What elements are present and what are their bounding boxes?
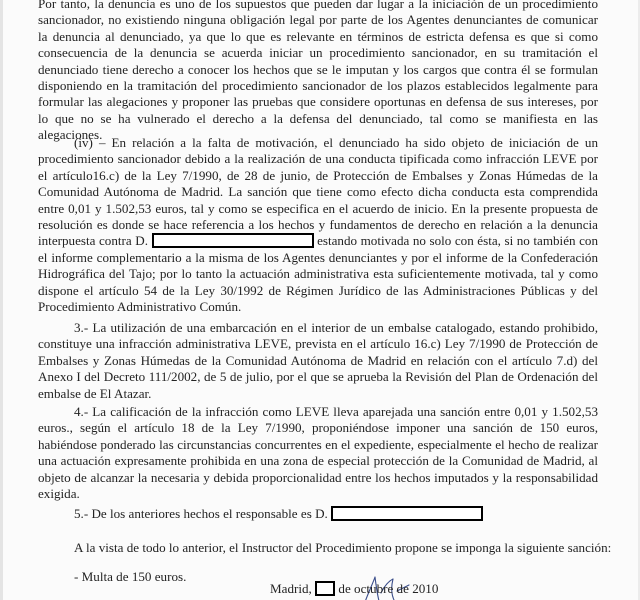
paragraph-responsable-text: 5.- De los anteriores hechos el responsable es D. xyxy=(74,506,328,521)
paragraph-motivacion-text-after: estando motivada no solo con ésta, si no también con el informe complementario a la misma de los Agentes denunciantes y por el informe de la Confederación Hidrográfica del Tajo; por lo tanto la actuación administrativa esta suficientemente motivada, tal y como dispone el artículo 54 de la Ley 30/1992 de Régimen Jurídico de las Administraciones Públicas y del Procedimiento Administrativo Común. xyxy=(38,233,598,315)
paragraph-calificacion xyxy=(38,404,598,502)
paragraph-propuesta xyxy=(74,540,611,556)
redaction-box-day xyxy=(315,581,335,596)
date-suffix: de octubre de 2010 xyxy=(338,581,439,596)
paragraph-responsable xyxy=(74,506,483,522)
paragraph-denuncia-text: Por tanto, la denuncia es uno de los supuestos que pueden dar lugar a la iniciación de un procedimiento sancionador, no existiendo ninguna obligación legal por parte de los Agentes denunciantes de comunicar la denuncia al denunciado, ya que lo que es relevante en términos de estricta defensa es que si como consecuencia de la denuncia se acuerda iniciar un procedimiento sancionador, en su tramitación el denunciado tiene derecho a conocer los hechos que se le imputan y los cargos que contra él se formulan disponiendo en la tramitación del procedimiento sancionador de los plazos establecidos legalmente para formular las alegaciones y proponer las pruebas que considere oportunas en defensa de sus intereses, por lo que no se ha vulnerado el derecho a la defensa del denunciado, tal como se manifiesta en las alegaciones. xyxy=(38,0,598,143)
date-line xyxy=(270,581,438,597)
paragraph-motivacion-text-before: (iv) – En relación a la falta de motivación, el denunciado ha sido objeto de iniciación de un procedimiento sancionador debido a la realización de una conducta tipificada como infracción LEVE por el artículo16.c) de la Ley 7/1990, de 28 de junio, de Protección de Embalses y Zonas Húmedas de la Comunidad Autónoma de Madrid. La sanción que tiene como efecto dicha conducta esta comprendida entre 0,01 y 1.502,53 euros, tal y como se especifica en el acuerdo de inicio. En la presente propuesta de resolución es donde se hace referencia a los hechos y fundamentos de derecho en relación a la denuncia interpuesta contra D. xyxy=(38,135,598,249)
scan-edge-left xyxy=(0,0,3,600)
redaction-box-name xyxy=(152,233,314,248)
paragraph-motivacion xyxy=(38,135,598,315)
paragraph-embarcacion xyxy=(38,320,598,402)
paragraph-calificacion-text: 4.- La calificación de la infracción como LEVE lleva aparejada una sanción entre 0,01 y 1.502,53 euros., según el artículo 18 de la Ley 7/1990, proponiéndose imponer una sanción de 150 euros, habiéndose ponderado las circunstancias concurrentes en el expediente, especialmente el hecho de realizar una actuación expresamente prohibida en una zona de especial protección de la Comunidad de Madrid, al objeto de alcanzar la necesaria y debida proporcionalidad entre los hechos imputados y la responsabilidad exigida. xyxy=(38,404,598,502)
paragraph-propuesta-text: A la vista de todo lo anterior, el Instructor del Procedimiento propone se imponga la siguiente sanción: xyxy=(74,540,612,555)
fine-line xyxy=(74,569,186,585)
fine-line-text: - Multa de 150 euros. xyxy=(74,569,187,584)
paragraph-embarcacion-text: 3.- La utilización de una embarcación en el interior de un embalse catalogado, estando prohibido, constituye una infracción administrativa LEVE, prevista en el artículo 16.c) Ley 7/1990 de Protección de Embalses y Zonas Húmedas de la Comunidad Autónoma de Madrid en relación con el artículo 7.d) del Anexo I del Decreto 111/2002, de 5 de julio, por el que se aprueba la Revisión del Plan de Ordenación del embalse de El Atazar. xyxy=(38,320,598,401)
paragraph-denuncia xyxy=(38,0,598,144)
redaction-box-responsable xyxy=(331,506,483,521)
date-prefix: Madrid, xyxy=(270,581,312,596)
